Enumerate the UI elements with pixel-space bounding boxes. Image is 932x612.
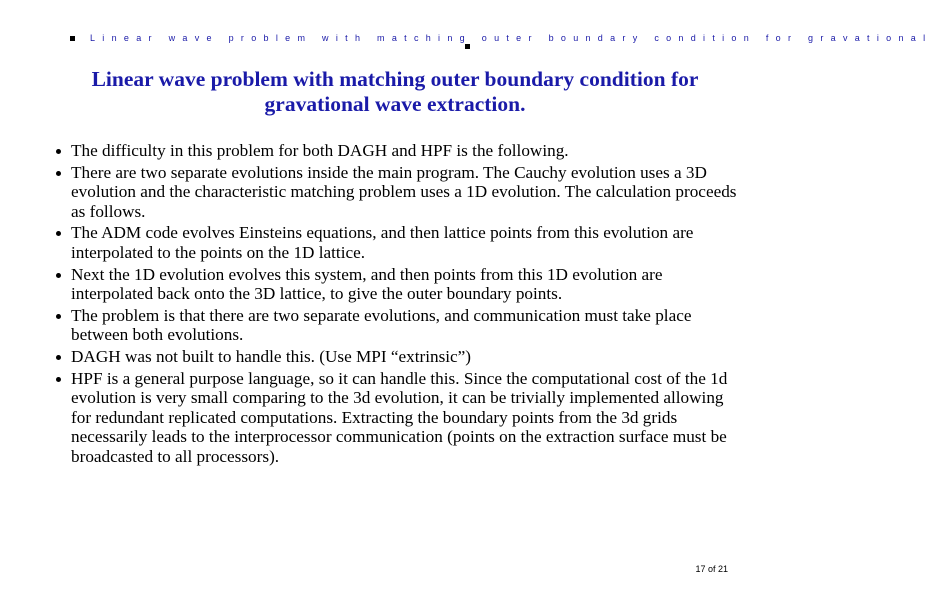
bullet-dot-icon: [56, 231, 61, 236]
bullet-item: [54, 141, 744, 161]
bullet-text: There are two separate evolutions inside the main program. The Cauchy evolution uses a 3D evolution and the characteristic matching problem uses a 1D evolution. The calculation proceeds as follows.: [71, 162, 737, 221]
bullet-dot-icon: [56, 149, 61, 154]
bullet-dot-icon: [56, 355, 61, 360]
bullet-text: The problem is that there are two separate evolutions, and communication must take place between both evolutions.: [71, 305, 692, 345]
header-bullet-icon: [70, 36, 75, 41]
bullet-dot-icon: [56, 273, 61, 278]
bullet-dot-icon: [56, 314, 61, 319]
bullet-list: [54, 141, 744, 469]
header-marker-icon: [465, 44, 470, 49]
bullet-item: [54, 265, 744, 304]
running-header: Linear wave problem with matching outer boundary condition for gravational: [90, 33, 932, 43]
bullet-item: [54, 347, 744, 367]
slide-title: Linear wave problem with matching outer boundary condition for gravational wave extraction.: [91, 67, 699, 116]
bullet-text: HPF is a general purpose language, so it can handle this. Since the computational cost of the 1d evolution is very small comparing to the 3d evolution, it can be trivially implemented allowing for redundant replicated computations. Extracting the boundary points from the 3d grids necessarily leads to the interprocessor communication (points on the extraction surface must be broadcasted to all processors).: [71, 368, 728, 466]
bullet-text: Next the 1D evolution evolves this system, and then points from this 1D evolution are interpolated back onto the 3D lattice, to give the outer boundary points.: [71, 264, 663, 304]
bullet-dot-icon: [56, 377, 61, 382]
bullet-item: [54, 223, 744, 262]
bullet-item: [54, 306, 744, 345]
bullet-dot-icon: [56, 171, 61, 176]
page-number: 17 of 21: [695, 564, 728, 574]
bullet-item: [54, 163, 744, 222]
bullet-text: The ADM code evolves Einsteins equations, and then lattice points from this evolution are interpolated to the points on the 1D lattice.: [71, 223, 694, 262]
bullet-item: [54, 369, 744, 467]
bullet-text: DAGH was not built to handle this. (Use MPI “extrinsic”): [71, 346, 472, 366]
bullet-text: The difficulty in this problem for both DAGH and HPF is the following.: [71, 141, 569, 160]
